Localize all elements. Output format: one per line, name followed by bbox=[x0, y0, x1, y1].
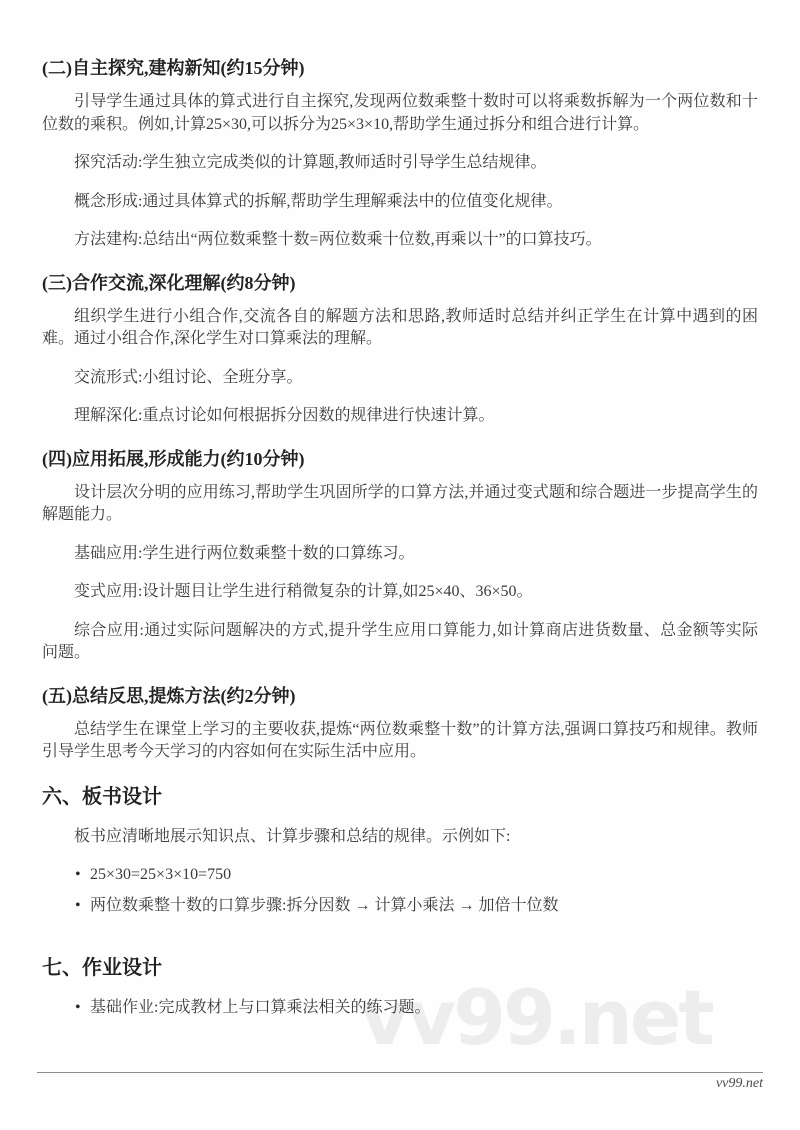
paragraph-understanding-deepening: 理解深化:重点讨论如何根据拆分因数的规律进行快速计算。 bbox=[74, 407, 495, 424]
heading-section-2-exploration: (二)自主探究,建构新知(约15分钟) bbox=[42, 58, 305, 78]
paragraph-communication-form: 交流形式:小组讨论、全班分享。 bbox=[74, 368, 303, 386]
homework-list bbox=[42, 997, 758, 1020]
paragraph-exploration-intro: 引导学生通过具体的算式进行自主探究,发现两位数乘整十数时可以将乘数拆解为一个两位数和十位数的乘积。例如,计算25×30,可以拆分为25×3×10,帮助学生通过拆分和组合进行计算。 bbox=[42, 93, 758, 133]
paragraph-variant-application: 变式应用:设计题目让学生进行稍微复杂的计算,如25×40、36×50。 bbox=[74, 583, 533, 600]
heading-board-design: 六、板书设计 bbox=[42, 785, 162, 808]
paragraph-application-intro: 设计层次分明的应用练习,帮助学生巩固所学的口算方法,并通过变式题和综合题进一步提高学生的解题能力。 bbox=[42, 483, 758, 523]
heading-section-4-application: (四)应用拓展,形成能力(约10分钟) bbox=[42, 448, 305, 469]
paragraph-comprehensive-application: 综合应用:通过实际问题解决的方式,提升学生应用口算能力,如计算商店进货数量、总金额等实际问题。 bbox=[42, 621, 758, 661]
paragraph-cooperation-intro: 组织学生进行小组合作,交流各自的解题方法和思路,教师适时总结并纠正学生在计算中遇到的困难。通过小组合作,深化学生对口算乘法的理解。 bbox=[42, 307, 758, 347]
heading-section-5-summary: (五)总结反思,提炼方法(约2分钟) bbox=[42, 685, 296, 706]
heading-homework-design: 七、作业设计 bbox=[42, 957, 162, 979]
list-item-basic-homework: • 基础作业:完成教材上与口算乘法相关的练习题。 bbox=[90, 997, 758, 1020]
paragraph-exploration-activity: 探究活动:学生独立完成类似的计算题,教师适时引导学生总结规律。 bbox=[74, 154, 547, 171]
board-design-list bbox=[42, 864, 758, 917]
footer-site-text: vv99.net bbox=[715, 1076, 763, 1091]
paragraph-concept-formation: 概念形成:通过具体算式的拆解,帮助学生理解乘法中的位值变化规律。 bbox=[74, 192, 563, 210]
paragraph-board-design-intro: 板书应清晰地展示知识点、计算步骤和总结的规律。示例如下: bbox=[74, 827, 511, 845]
paragraph-basic-application: 基础应用:学生进行两位数乘整十数的口算练习。 bbox=[74, 544, 415, 562]
paragraph-summary-reflection: 总结学生在课堂上学习的主要收获,提炼“两位数乘整十数”的计算方法,强调口算技巧和规律。教师引导学生思考今天学习的内容如何在实际生活中应用。 bbox=[42, 720, 758, 760]
watermark-text: vv99.net bbox=[360, 973, 712, 1062]
list-item-formula: • 25×30=25×3×10=750 bbox=[90, 864, 758, 887]
paragraph-method-construction: 方法建构:总结出“两位数乘整十数=两位数乘十位数,再乘以十”的口算技巧。 bbox=[74, 231, 602, 248]
list-item-steps: • 两位数乘整十数的口算步骤:拆分因数 → 计算小乘法 → 加倍十位数 bbox=[90, 895, 758, 918]
page-footer bbox=[37, 1072, 763, 1093]
heading-section-3-cooperation: (三)合作交流,深化理解(约8分钟) bbox=[42, 272, 296, 293]
